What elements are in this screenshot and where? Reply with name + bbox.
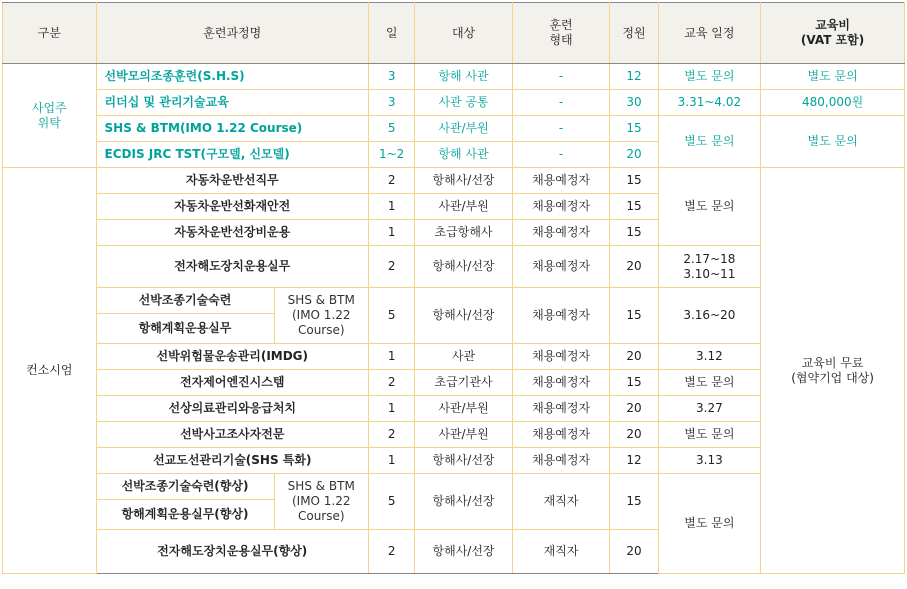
course-days: 5 — [369, 116, 415, 142]
course-capacity: 20 — [610, 422, 658, 448]
course-days: 2 — [369, 168, 415, 194]
course-name: 전자해도장치운용실무(향상) — [96, 530, 369, 574]
course-subtitle: SHS & BTM (IMO 1.22 Course) — [274, 474, 369, 530]
course-name: 항해계획운용실무 — [96, 314, 274, 344]
header-row — [3, 3, 905, 64]
course-schedule: 2.17~18 3.10~11 — [658, 246, 761, 288]
course-target: 사관/부원 — [415, 116, 513, 142]
course-capacity: 20 — [610, 396, 658, 422]
course-name: 전자해도장치운용실무 — [96, 246, 369, 288]
course-name: 선박위험물운송관리(IMDG) — [96, 344, 369, 370]
header-days: 일 — [369, 3, 415, 64]
course-schedule: 별도 문의 — [658, 116, 761, 168]
course-schedule: 3.16~20 — [658, 288, 761, 344]
course-days: 3 — [369, 64, 415, 90]
course-type: 채용예정자 — [512, 168, 610, 194]
course-days: 1 — [369, 448, 415, 474]
course-schedule: 3.13 — [658, 448, 761, 474]
course-capacity: 20 — [610, 530, 658, 574]
course-target: 항해 사관 — [415, 64, 513, 90]
course-target: 항해사/선장 — [415, 288, 513, 344]
table-row — [3, 90, 905, 116]
course-target: 사관/부원 — [415, 422, 513, 448]
course-capacity: 15 — [610, 194, 658, 220]
course-target: 사관/부원 — [415, 194, 513, 220]
course-capacity: 20 — [610, 344, 658, 370]
course-fee: 별도 문의 — [761, 64, 905, 90]
course-type: 채용예정자 — [512, 344, 610, 370]
course-type: - — [512, 90, 610, 116]
course-name: 선박모의조종훈련(S.H.S) — [96, 64, 369, 90]
course-type: - — [512, 142, 610, 168]
course-name: 선박조종기술숙련 — [96, 288, 274, 314]
course-schedule: 별도 문의 — [658, 422, 761, 448]
course-target: 초급기관사 — [415, 370, 513, 396]
course-type: 채용예정자 — [512, 194, 610, 220]
course-type: - — [512, 116, 610, 142]
course-days: 2 — [369, 530, 415, 574]
training-schedule-table — [2, 2, 905, 574]
course-days: 1 — [369, 220, 415, 246]
course-target: 사관 공통 — [415, 90, 513, 116]
header-capacity: 정원 — [610, 3, 658, 64]
course-days: 2 — [369, 422, 415, 448]
course-type: 채용예정자 — [512, 396, 610, 422]
course-capacity: 15 — [610, 220, 658, 246]
header-schedule: 교육 일정 — [658, 3, 761, 64]
course-schedule: 별도 문의 — [658, 168, 761, 246]
course-name: 자동차운반선화재안전 — [96, 194, 369, 220]
header-course: 훈련과정명 — [96, 3, 369, 64]
header-target: 대상 — [415, 3, 513, 64]
course-schedule: 별도 문의 — [658, 474, 761, 574]
course-schedule: 3.27 — [658, 396, 761, 422]
category-employer-commission: 사업주 위탁 — [3, 64, 97, 168]
course-capacity: 15 — [610, 370, 658, 396]
course-name: 자동차운반선장비운용 — [96, 220, 369, 246]
course-schedule: 별도 문의 — [658, 370, 761, 396]
course-type: 채용예정자 — [512, 220, 610, 246]
consortium-fee: 교육비 무료 (협약기업 대상) — [761, 168, 905, 574]
table-row — [3, 64, 905, 90]
course-capacity: 15 — [610, 168, 658, 194]
course-schedule: 3.31~4.02 — [658, 90, 761, 116]
course-capacity: 15 — [610, 474, 658, 530]
header-fee: 교육비 (VAT 포함) — [761, 3, 905, 64]
course-days: 1 — [369, 396, 415, 422]
course-days: 2 — [369, 246, 415, 288]
course-type: 채용예정자 — [512, 370, 610, 396]
course-name: ECDIS JRC TST(구모델, 신모델) — [96, 142, 369, 168]
course-capacity: 12 — [610, 64, 658, 90]
course-type: 채용예정자 — [512, 288, 610, 344]
course-type: 채용예정자 — [512, 422, 610, 448]
course-name: 항해계획운용실무(향상) — [96, 500, 274, 530]
category-consortium: 컨소시엄 — [3, 168, 97, 574]
course-days: 2 — [369, 370, 415, 396]
course-type: 채용예정자 — [512, 448, 610, 474]
course-target: 항해 사관 — [415, 142, 513, 168]
course-type: 채용예정자 — [512, 246, 610, 288]
table-row — [3, 168, 905, 194]
course-name: SHS & BTM(IMO 1.22 Course) — [96, 116, 369, 142]
course-target: 항해사/선장 — [415, 448, 513, 474]
course-target: 사관/부원 — [415, 396, 513, 422]
course-target: 항해사/선장 — [415, 474, 513, 530]
course-days: 5 — [369, 288, 415, 344]
header-type: 훈련 형태 — [512, 3, 610, 64]
course-name: 자동차운반선직무 — [96, 168, 369, 194]
course-days: 1~2 — [369, 142, 415, 168]
course-name: 전자제어엔진시스템 — [96, 370, 369, 396]
course-days: 1 — [369, 194, 415, 220]
course-subtitle: SHS & BTM (IMO 1.22 Course) — [274, 288, 369, 344]
course-target: 항해사/선장 — [415, 246, 513, 288]
course-days: 1 — [369, 344, 415, 370]
course-capacity: 20 — [610, 142, 658, 168]
course-name: 선상의료관리와응급처치 — [96, 396, 369, 422]
course-target: 항해사/선장 — [415, 530, 513, 574]
course-capacity: 20 — [610, 246, 658, 288]
course-type: 재직자 — [512, 474, 610, 530]
course-type: - — [512, 64, 610, 90]
course-capacity: 15 — [610, 288, 658, 344]
course-name: 선박사고조사자전문 — [96, 422, 369, 448]
course-fee: 480,000원 — [761, 90, 905, 116]
course-target: 항해사/선장 — [415, 168, 513, 194]
table-row — [3, 116, 905, 142]
course-name: 선교도선관리기술(SHS 특화) — [96, 448, 369, 474]
course-capacity: 15 — [610, 116, 658, 142]
course-type: 재직자 — [512, 530, 610, 574]
course-target: 초급항해사 — [415, 220, 513, 246]
course-name: 선박조종기술숙련(향상) — [96, 474, 274, 500]
course-schedule: 3.12 — [658, 344, 761, 370]
course-fee: 별도 문의 — [761, 116, 905, 168]
course-schedule: 별도 문의 — [658, 64, 761, 90]
course-name: 리더십 및 관리기술교육 — [96, 90, 369, 116]
header-category: 구분 — [3, 3, 97, 64]
course-capacity: 12 — [610, 448, 658, 474]
course-days: 3 — [369, 90, 415, 116]
course-target: 사관 — [415, 344, 513, 370]
course-days: 5 — [369, 474, 415, 530]
course-capacity: 30 — [610, 90, 658, 116]
